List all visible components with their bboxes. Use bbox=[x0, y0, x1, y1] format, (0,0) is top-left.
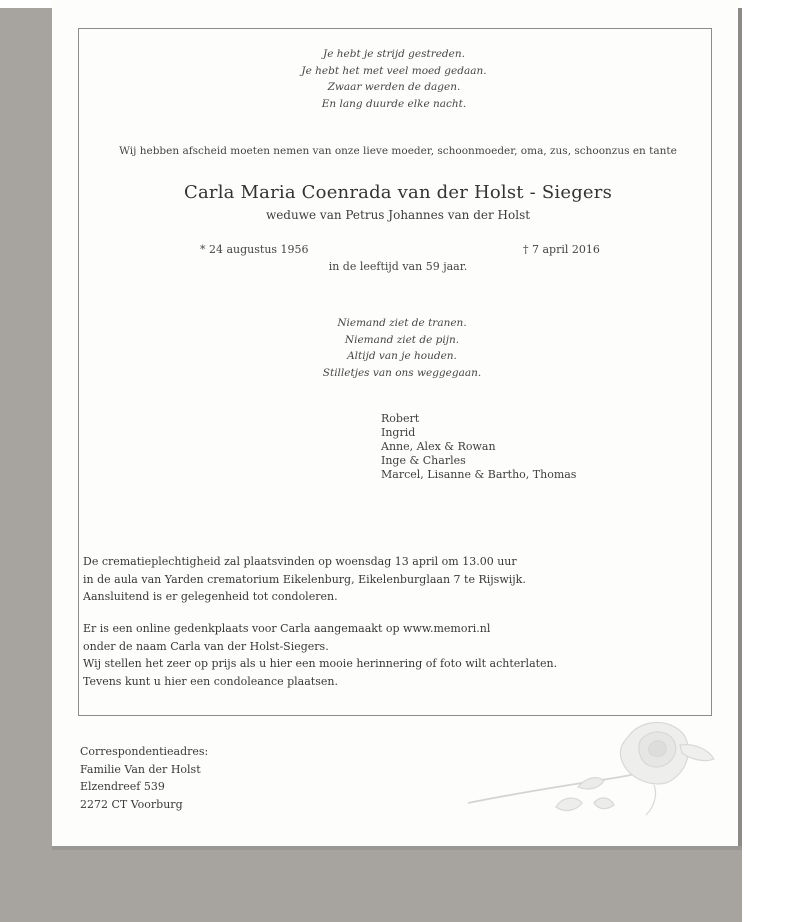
address-line: 2272 CT Voorburg bbox=[80, 797, 183, 811]
address-line: Correspondentieadres: bbox=[80, 745, 209, 758]
family-member: Ingrid bbox=[381, 426, 416, 439]
online-line: onder de naam Carla van der Holst-Siegers. bbox=[83, 639, 329, 653]
card-bottom-shadow bbox=[52, 846, 744, 850]
birth-date: * 24 augustus 1956 bbox=[200, 243, 309, 256]
age-at-death: in de leeftijd van 59 jaar. bbox=[328, 260, 468, 273]
widow-of-line: weduwe van Petrus Johannes van der Holst bbox=[265, 208, 531, 222]
online-line: Er is een online gedenkplaats voor Carla aangemaakt op www.memori.nl bbox=[83, 622, 491, 635]
online-memorial-details bbox=[83, 620, 557, 690]
correspondence-address bbox=[80, 743, 208, 813]
poem-line: Zwaar werden de dagen. bbox=[327, 81, 461, 93]
address-line: Familie Van der Holst bbox=[80, 762, 201, 776]
poem-line: Altijd van je houden. bbox=[347, 350, 457, 362]
family-member: Inge & Charles bbox=[381, 454, 466, 467]
family-members-list bbox=[381, 412, 576, 482]
poem-line: Je hebt het met veel moed gedaan. bbox=[301, 64, 487, 77]
poem-line: Niemand ziet de tranen. bbox=[337, 317, 467, 329]
family-member: Robert bbox=[381, 412, 420, 425]
poem-line: Je hebt je strijd gestreden. bbox=[323, 48, 465, 60]
online-line: Tevens kunt u hier een condoleance plaatsen. bbox=[83, 674, 338, 688]
scan-margin-right bbox=[742, 0, 796, 922]
ceremony-line: De crematieplechtigheid zal plaatsvinden op woensdag 13 april om 13.00 uur bbox=[83, 555, 517, 568]
address-line: Elzendreef 539 bbox=[80, 780, 165, 793]
deceased-name: Carla Maria Coenrada van der Holst - Siegers bbox=[183, 182, 613, 203]
middle-poem bbox=[4, 315, 796, 381]
ceremony-details bbox=[83, 553, 526, 606]
announcement-intro: Wij hebben afscheid moeten nemen van onze lieve moeder, schoonmoeder, oma, zus, schoonzus en tante bbox=[119, 145, 677, 157]
rose-watermark-icon bbox=[458, 715, 728, 825]
online-line: Wij stellen het zeer op prijs als u hier een mooie herinnering of foto wilt achterlaten. bbox=[83, 657, 558, 670]
opening-poem bbox=[0, 46, 792, 112]
ceremony-line: in de aula van Yarden crematorium Eikelenburg, Eikelenburglaan 7 te Rijswijk. bbox=[83, 572, 526, 586]
poem-line: Niemand ziet de pijn. bbox=[344, 333, 460, 346]
poem-line: En lang duurde elke nacht. bbox=[321, 97, 467, 110]
ceremony-line: Aansluitend is er gelegenheid tot condoleren. bbox=[83, 590, 338, 603]
family-member: Marcel, Lisanne & Bartho, Thomas bbox=[381, 468, 577, 481]
poem-line: Stilletjes van ons weggegaan. bbox=[322, 366, 482, 379]
death-date: † 7 april 2016 bbox=[523, 243, 600, 256]
family-member: Anne, Alex & Rowan bbox=[381, 440, 496, 453]
